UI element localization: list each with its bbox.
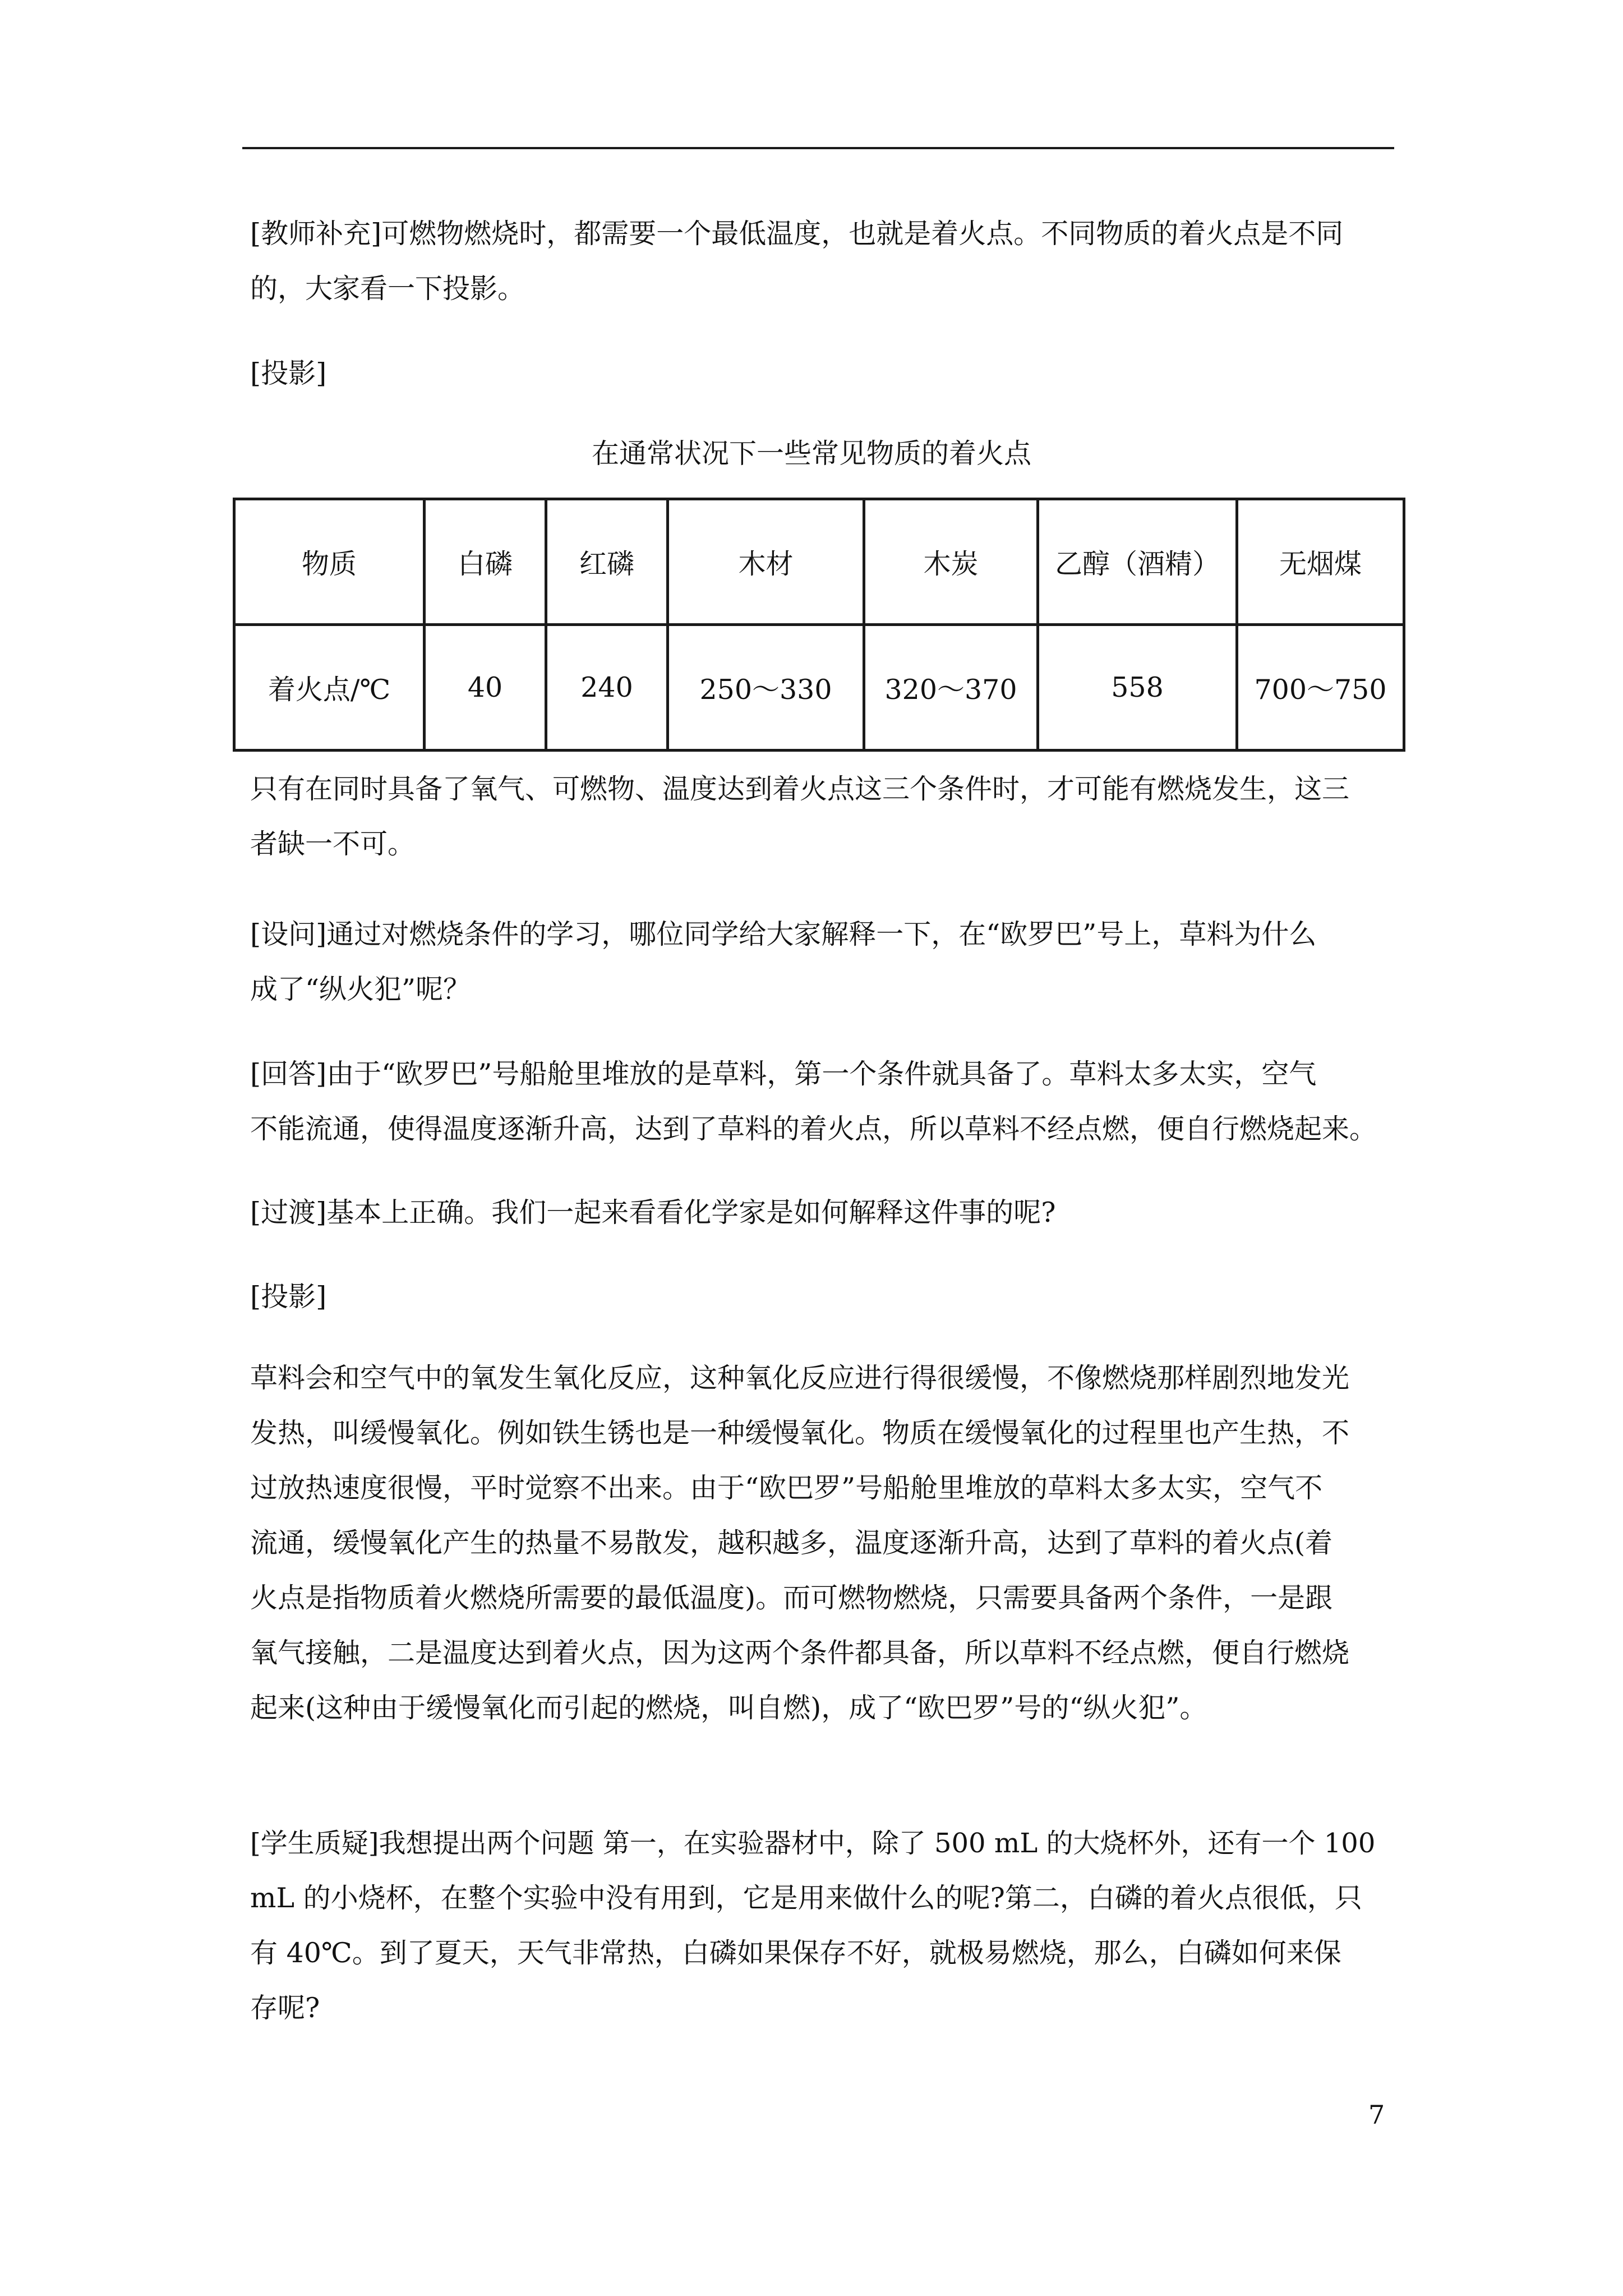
table-cell: 320～370 — [864, 625, 1038, 751]
paragraph-slow-oxidation — [250, 1351, 1394, 1736]
table-row — [234, 625, 1404, 751]
text-line: [回答]由于“欧罗巴”号船舱里堆放的是草料，第一个条件就具备了。草料太多太实，空气 — [250, 1058, 1317, 1090]
text-line: 存呢? — [250, 1992, 320, 2024]
paragraph-answer — [250, 1047, 1394, 1157]
table-cell: 红磷 — [546, 499, 668, 625]
paragraph-student-question — [250, 1816, 1394, 2036]
table-cell: 白磷 — [425, 499, 546, 625]
text-line: 流通，缓慢氧化产生的热量不易散发，越积越多，温度逐渐升高，达到了草料的着火点(着 — [250, 1527, 1333, 1559]
text-line: 只有在同时具备了氧气、可燃物、温度达到着火点这三个条件时，才可能有燃烧发生，这三 — [250, 773, 1350, 805]
text-line: 起来(这种由于缓慢氧化而引起的燃烧，叫自燃)，成了“欧巴罗”号的“纵火犯”。 — [250, 1692, 1207, 1724]
text-line: 发热，叫缓慢氧化。例如铁生锈也是一种缓慢氧化。物质在缓慢氧化的过程里也产生热，不 — [250, 1417, 1350, 1449]
table-cell: 250～330 — [668, 625, 864, 751]
ignition-point-table — [233, 498, 1405, 752]
table-cell: 木材 — [668, 499, 864, 625]
table-cell: 着火点/℃ — [234, 625, 425, 751]
text-line: 成了“纵火犯”呢？ — [250, 973, 471, 1005]
table-cell: 40 — [425, 625, 546, 751]
text-line: [学生质疑]我想提出两个问题 第一，在实验器材中，除了 500 mL 的大烧杯外，还有一个 100 — [250, 1828, 1376, 1859]
text-line: [投影] — [250, 1281, 327, 1313]
text-line: 有 40℃。到了夏天，天气非常热，白磷如果保存不好，就极易燃烧，那么，白磷如何来保 — [250, 1937, 1341, 1969]
text-line: 过放热速度很慢，平时觉察不出来。由于“欧巴罗”号船舱里堆放的草料太多太实，空气不 — [250, 1472, 1323, 1504]
text-line: [过渡]基本上正确。我们一起来看看化学家是如何解释这件事的呢? — [250, 1197, 1056, 1228]
table-cell: 物质 — [234, 499, 425, 625]
text-line: mL 的小烧杯，在整个实验中没有用到，它是用来做什么的呢?第二，白磷的着火点很低，只 — [250, 1882, 1362, 1914]
text-line: [教师补充]可燃物燃烧时，都需要一个最低温度，也就是着火点。不同物质的着火点是不同 — [250, 218, 1344, 250]
text-line: 者缺一不可。 — [250, 828, 416, 860]
table-cell: 700～750 — [1237, 625, 1404, 751]
table-cell: 木炭 — [864, 499, 1038, 625]
paragraph-teacher-supplement — [250, 206, 1394, 316]
table-cell: 无烟煤 — [1237, 499, 1404, 625]
table-caption: 在通常状况下一些常见物质的着火点 — [591, 438, 1031, 470]
page-number: 7 — [1368, 2100, 1385, 2130]
paragraph-three-conditions — [250, 762, 1394, 872]
table-header-row — [234, 499, 1404, 625]
table-cell: 240 — [546, 625, 668, 751]
text-line: [投影] — [250, 357, 327, 389]
text-line: 草料会和空气中的氧发生氧化反应，这种氧化反应进行得很缓慢，不像燃烧那样剧烈地发光 — [250, 1362, 1350, 1394]
text-line: 氧气接触，二是温度达到着火点，因为这两个条件都具备，所以草料不经点燃，便自行燃烧 — [250, 1637, 1350, 1669]
text-line: [设问]通过对燃烧条件的学习，哪位同学给大家解释一下，在“欧罗巴”号上，草料为什么 — [250, 918, 1317, 950]
paragraph-projection — [250, 1269, 1394, 1324]
header-rule — [242, 147, 1394, 149]
paragraph-projection — [250, 346, 1394, 401]
table-cell: 558 — [1038, 625, 1237, 751]
paragraph-transition — [250, 1185, 1394, 1240]
text-line: 的，大家看一下投影。 — [250, 273, 525, 305]
text-line: 火点是指物质着火燃烧所需要的最低温度)。而可燃物燃烧，只需要具备两个条件，一是跟 — [250, 1582, 1333, 1614]
table-cell: 乙醇（酒精） — [1038, 499, 1237, 625]
paragraph-question — [250, 907, 1394, 1017]
text-line: 不能流通，使得温度逐渐升高，达到了草料的着火点，所以草料不经点燃，便自行燃烧起来。 — [250, 1113, 1377, 1145]
